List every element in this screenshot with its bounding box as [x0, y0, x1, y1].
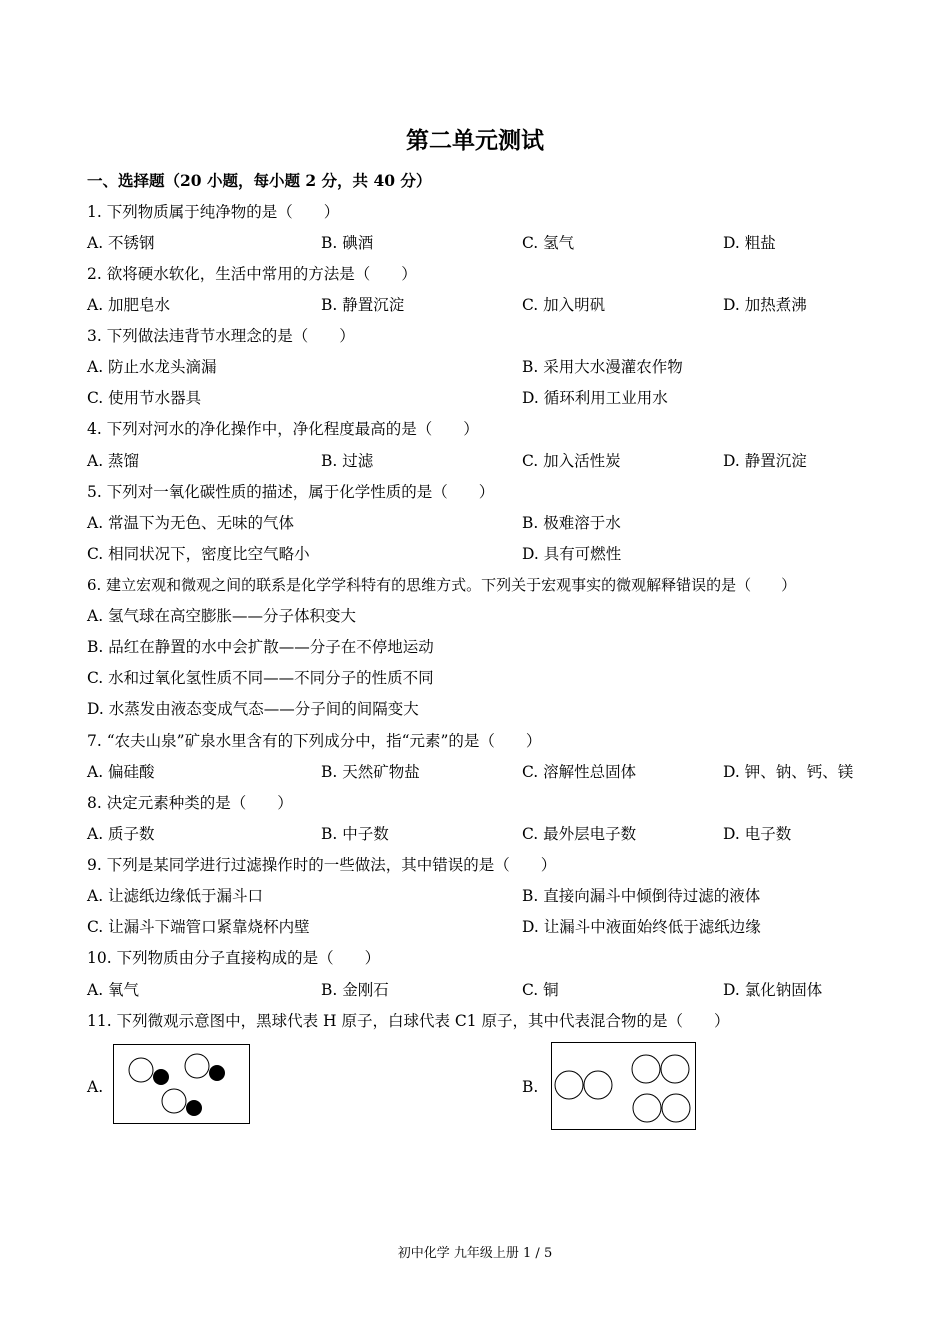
option-c: C. 加入明矾	[522, 296, 606, 314]
option-d: D. 电子数	[723, 825, 792, 843]
option-b: B. 天然矿物盐	[321, 763, 420, 781]
option-b: B. 金刚石	[321, 981, 389, 999]
option-a: A. 不锈钢	[87, 234, 155, 252]
option-d: D. 加热煮沸	[723, 296, 807, 314]
option-c: C. 水和过氧化氢性质不同——不同分子的性质不同	[87, 669, 434, 687]
section-heading: 一、选择题（20 小题，每小题 2 分，共 40 分）	[87, 171, 432, 190]
question-1-stem: 1. 下列物质属于纯净物的是（ ）	[87, 203, 340, 221]
option-a: A. 氢气球在高空膨胀——分子体积变大	[87, 607, 357, 625]
question-4-stem: 4. 下列对河水的净化操作中，净化程度最高的是（ ）	[87, 420, 479, 438]
option-a: A. 蒸馏	[87, 452, 140, 470]
option-b: B. 中子数	[321, 825, 389, 843]
option-a: A. 常温下为无色、无味的气体	[87, 514, 295, 532]
option-c: C. 让漏斗下端管口紧靠烧杯内壁	[87, 918, 310, 936]
option-c: C. 使用节水器具	[87, 389, 202, 407]
option-c: C. 溶解性总固体	[522, 763, 637, 781]
option-d: D. 氯化钠固体	[723, 981, 823, 999]
question-11-stem: 11. 下列微观示意图中，黑球代表 H 原子，白球代表 C1 原子，其中代表混合物的是（ ）	[87, 1012, 730, 1030]
option-a: A. 防止水龙头滴漏	[87, 358, 217, 376]
question-10-stem: 10. 下列物质由分子直接构成的是（ ）	[87, 949, 381, 967]
molecule-diagram-a	[113, 1044, 250, 1124]
option-b: B. 过滤	[321, 452, 374, 470]
option-b: B. 极难溶于水	[522, 514, 621, 532]
option-b: B. 直接向漏斗中倾倒待过滤的液体	[522, 887, 761, 905]
option-d: D. 水蒸发由液态变成气态——分子间的间隔变大	[87, 700, 419, 718]
option-b: B. 碘酒	[321, 234, 374, 252]
question-3-stem: 3. 下列做法违背节水理念的是（ ）	[87, 327, 355, 345]
option-a: A. 氧气	[87, 981, 140, 999]
option-a: A. 让滤纸边缘低于漏斗口	[87, 887, 264, 905]
page-footer: 初中化学 九年级上册 1 / 5	[397, 1246, 553, 1261]
option-a-label: A.	[87, 1078, 104, 1096]
option-c: C. 相同状况下，密度比空气略小	[87, 545, 310, 563]
question-7-stem: 7. “农夫山泉”矿泉水里含有的下列成分中，指“元素”的是（ ）	[87, 732, 542, 750]
question-9-stem: 9. 下列是某同学进行过滤操作时的一些做法，其中错误的是（ ）	[87, 856, 557, 874]
option-d: D. 让漏斗中液面始终低于滤纸边缘	[522, 918, 761, 936]
option-b: B. 静置沉淀	[321, 296, 405, 314]
page-title: 第二单元测试	[406, 127, 544, 154]
option-b: B. 品红在静置的水中会扩散——分子在不停地运动	[87, 638, 434, 656]
option-c: C. 最外层电子数	[522, 825, 637, 843]
question-5-stem: 5. 下列对一氧化碳性质的描述，属于化学性质的是（ ）	[87, 483, 495, 501]
option-a: A. 偏硅酸	[87, 763, 155, 781]
option-d: D. 静置沉淀	[723, 452, 807, 470]
molecule-diagram-b	[551, 1042, 696, 1130]
option-d: D. 钾、钠、钙、镁	[723, 763, 854, 781]
question-6-stem: 6. 建立宏观和微观之间的联系是化学学科特有的思维方式。下列关于宏观事实的微观解释错误的是（ ）	[87, 576, 797, 594]
option-d: D. 具有可燃性	[522, 545, 622, 563]
option-d: D. 粗盐	[723, 234, 776, 252]
option-a: A. 加肥皂水	[87, 296, 171, 314]
question-8-stem: 8. 决定元素种类的是（ ）	[87, 794, 293, 812]
option-c: C. 加入活性炭	[522, 452, 621, 470]
option-a: A. 质子数	[87, 825, 155, 843]
option-b-label: B.	[522, 1078, 539, 1096]
option-d: D. 循环利用工业用水	[522, 389, 668, 407]
option-b: B. 采用大水漫灌农作物	[522, 358, 683, 376]
question-2-stem: 2. 欲将硬水软化，生活中常用的方法是（ ）	[87, 265, 417, 283]
option-c: C. 铜	[522, 981, 559, 999]
option-c: C. 氢气	[522, 234, 575, 252]
